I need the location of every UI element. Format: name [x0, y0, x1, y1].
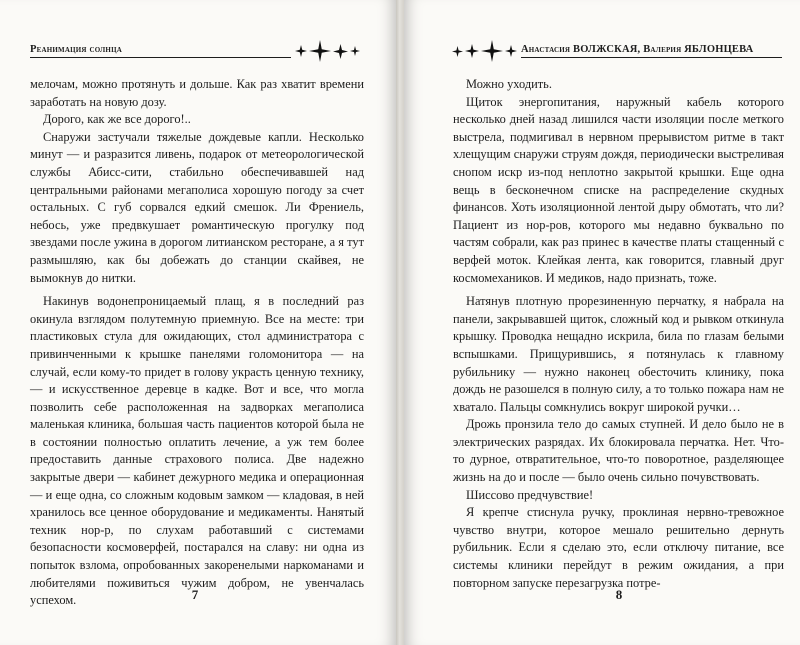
paragraph: Щиток энергопитания, наружный кабель которого несколько дней назад лишился части изоляции после меткого выстрела, подмигивал в нервном прерывистом ритме в такт хлещущим снаружи струям дождя, периодически выстреливая снопом искр из-под неплотно закрытой крышки. Еще одна вещь в бесконечном списке на распределение скудных финансов. Хоть изоляционной лентой дыру обмотать, что ли? Пациент из нор-ров, которого мы недавно буквально по частям собрали, как раз принес в качестве платы стащенный с верфей моток. Клейкая лента, как говорится, главный друг космомехаников. И медиков, надо признать, тоже.	[453, 94, 784, 285]
stars-icon	[452, 40, 517, 62]
left-page	[0, 0, 396, 645]
right-running-head	[452, 37, 782, 65]
left-page-text	[30, 76, 364, 610]
paragraph: Дорого, как же все дорого!..	[43, 112, 191, 127]
left-page-number: 7	[191, 587, 199, 602]
right-running-head-title: Анастасия ВОЛЖСКАЯ, Валерия ЯБЛОНЦЕВА	[521, 44, 782, 58]
right-page-number: 8	[615, 587, 623, 602]
paragraph: мелочам, можно протянуть и дольше. Как раз хватит времени заработать на новую дозу.	[30, 77, 364, 109]
book-gutter	[396, 0, 404, 645]
paragraph: Шиссово предчувствие!	[466, 487, 594, 502]
paragraph: Я крепче стиснула ручку, проклиная нервно-тревожное чувство внутри, которое мешало решительно дернуть рубильник. Если я сделаю это, если отключу питание, все системы клиники перейдут в режим ожидания, а при повторном запуске перезагрузка потре-	[453, 505, 784, 590]
paragraph: Накинув водонепроницаемый плащ, я в последний раз окинула взглядом полутемную приемную. Все на месте: три пластиковых стула для ожидающих, стол администратора с привинченными к крышке панелями голомонитора — на случай, если кому-то придет в голову украсть ценную технику, — и искусственное деревце в кадке. Вот и все, что могла позволить себе расположенная на задворках мегаполиса маленькая клиника, большая часть пациентов которой была не в состоянии полностью оплатить лечение, а уж тем более предоставить данные страхового полиса. Две надежно закрытые двери — кабинет дежурного медика и операционная — и еще одна, со сложным кодовым замком — кладовая, в ней хранилось все ценное оборудование и медикаменты. Нанятый техник нор-р, по слухам работавший с системами безопасности космоверфей, постарался на славу: ни одна из попыток взлома, опробованных закоренелыми наркоманами и любителями поживиться чужим добром, не увенчалась успехом.	[30, 294, 364, 608]
right-page	[404, 0, 800, 645]
stars-icon	[295, 40, 360, 62]
left-running-head	[30, 37, 360, 65]
paragraph: Можно уходить.	[466, 77, 552, 91]
paragraph: Дрожь пронзила тело до самых ступней. И дело было не в электрических разрядах. Их блокировала перчатка. Нет. Что-то дурное, отвратительное, что-то поворотное, разделяющее жизнь на до и после — было очень сильно почувствовать.	[453, 417, 784, 485]
left-running-head-title: Реанимация солнца	[30, 44, 291, 58]
paragraph: Снаружи застучали тяжелые дождевые капли. Несколько минут — и разразится ливень, подарок от метеорологической службы Абисс-сити, стабильно обеспечивавшей над центральными районами мегаполиса хорошую погоду за счет остальных. С губ сорвался едкий смешок. Ли Френиель, небось, уже предвкушает романтическую прогулку под звездами после ужина в дорогом литианском ресторане, а я тут размышляю, как бы добежать до станции скайвея, не вымокнув до нитки.	[30, 129, 364, 285]
right-page-text	[453, 76, 784, 592]
paragraph: Натянув плотную прорезиненную перчатку, я набрала на панели, закрывавшей щиток, сложный код и рывком откинула крышку. Проводка нещадно искрила, била по глазам белыми вспышками. Прищурившись, я потянулась к главному рубильнику — нужно наконец обесточить клинику, пока дождь не разошелся в полную силу, а то только пожара нам не хватало. Пальцы сомкнулись вокруг широкой ручки…	[453, 294, 784, 414]
